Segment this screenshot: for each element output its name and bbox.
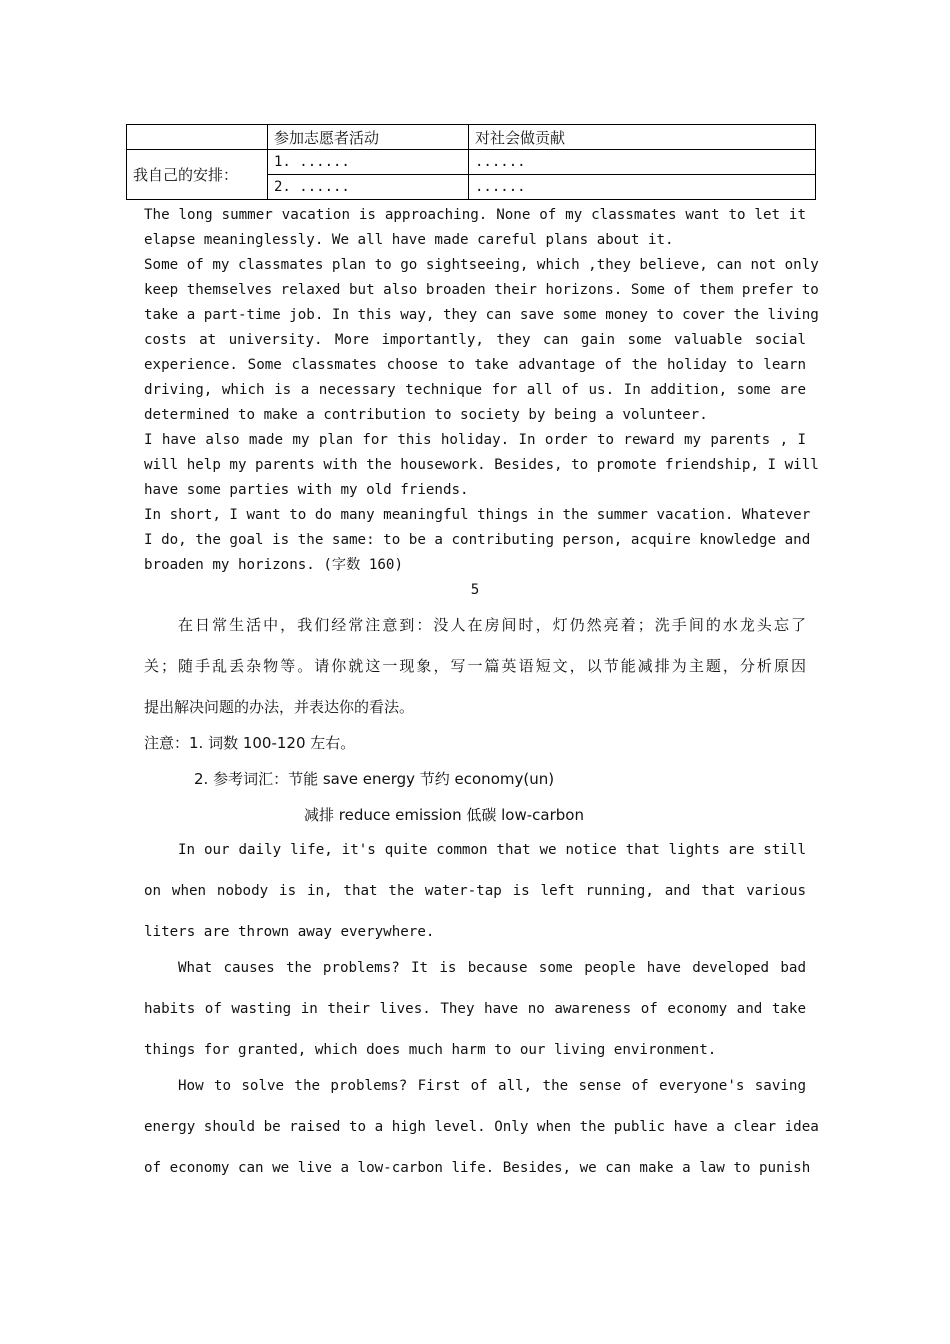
- table-cell: 2. ......: [268, 175, 469, 200]
- essay1-line: In short, I want to do many meaningful things in the summer vacation. Whatever: [144, 507, 811, 523]
- essay1-line: Some of my classmates plan to go sightseeing, which ,they believe, can not only: [144, 257, 819, 273]
- essay1-line: elapse meaninglessly. We all have made careful plans about it.: [144, 232, 674, 248]
- section-number: 5: [470, 582, 480, 598]
- essay2-line: liters are thrown away everywhere.: [144, 924, 435, 940]
- essay2-line: energy should be raised to a high level. Only when the public have a clear idea: [144, 1119, 819, 1135]
- essay1-line: have some parties with my old friends.: [144, 482, 469, 498]
- table-header-cell: [127, 125, 268, 150]
- table-cell: ......: [469, 175, 816, 200]
- table-header-row: [127, 125, 816, 150]
- essay1-line: I have also made my plan for this holiday. In order to reward my parents , I: [144, 432, 806, 448]
- table-cell: ......: [469, 150, 816, 175]
- essay2-line: What causes the problems? It is because some people have developed bad: [178, 960, 806, 976]
- table-header-cell: 对社会做贡献: [469, 125, 816, 150]
- essay1-line: driving, which is a necessary technique for all of us. In addition, some are: [144, 382, 806, 398]
- essay1-line: The long summer vacation is approaching. None of my classmates want to let it: [144, 207, 806, 223]
- essay2-line: How to solve the problems? First of all, the sense of everyone's saving: [178, 1078, 806, 1094]
- essay2-line: things for granted, which does much harm to our living environment.: [144, 1042, 717, 1058]
- essay1-line: determined to make a contribution to society by being a volunteer.: [144, 407, 708, 423]
- note-word-count: 注意：1. 词数 100-120 左右。: [144, 734, 356, 752]
- table-header-cell: 参加志愿者活动: [268, 125, 469, 150]
- essay1-line: experience. Some classmates choose to take advantage of the holiday to learn: [144, 357, 806, 373]
- essay1-line: will help my parents with the housework. Besides, to promote friendship, I will: [144, 457, 819, 473]
- prompt-line: 关；随手乱丢杂物等。请你就这一现象，写一篇英语短文，以节能减排为主题，分析原因: [144, 657, 806, 675]
- essay1-line: keep themselves relaxed but also broaden their horizons. Some of them prefer to: [144, 282, 819, 298]
- essay2-line: of economy can we live a low-carbon life. Besides, we can make a law to punish: [144, 1160, 811, 1176]
- essay2-line: on when nobody is in, that the water-tap is left running, and that various: [144, 883, 806, 899]
- essay1-line: take a part-time job. In this way, they can save some money to cover the living: [144, 307, 819, 323]
- table-row: [127, 150, 816, 175]
- note-vocabulary-cont: 减排 reduce emission 低碳 low-carbon: [304, 806, 584, 824]
- note-vocabulary: 2. 参考词汇：节能 save energy 节约 economy(un): [194, 770, 555, 788]
- table-cell: 1. ......: [268, 150, 469, 175]
- essay2-line: habits of wasting in their lives. They have no awareness of economy and take: [144, 1001, 806, 1017]
- plan-table: [126, 124, 816, 200]
- row-label-cell: 我自己的安排：: [127, 150, 268, 200]
- prompt-line: 提出解决问题的办法，并表达你的看法。: [144, 698, 415, 716]
- essay1-line: broaden my horizons. (字数 160): [144, 557, 403, 573]
- essay1-line: I do, the goal is the same: to be a contributing person, acquire knowledge and: [144, 532, 811, 548]
- prompt-line: 在日常生活中，我们经常注意到：没人在房间时，灯仍然亮着；洗手间的水龙头忘了: [178, 616, 806, 634]
- essay2-line: In our daily life, it's quite common that we notice that lights are still: [178, 842, 806, 858]
- essay1-line: costs at university. More importantly, they can gain some valuable social: [144, 332, 806, 348]
